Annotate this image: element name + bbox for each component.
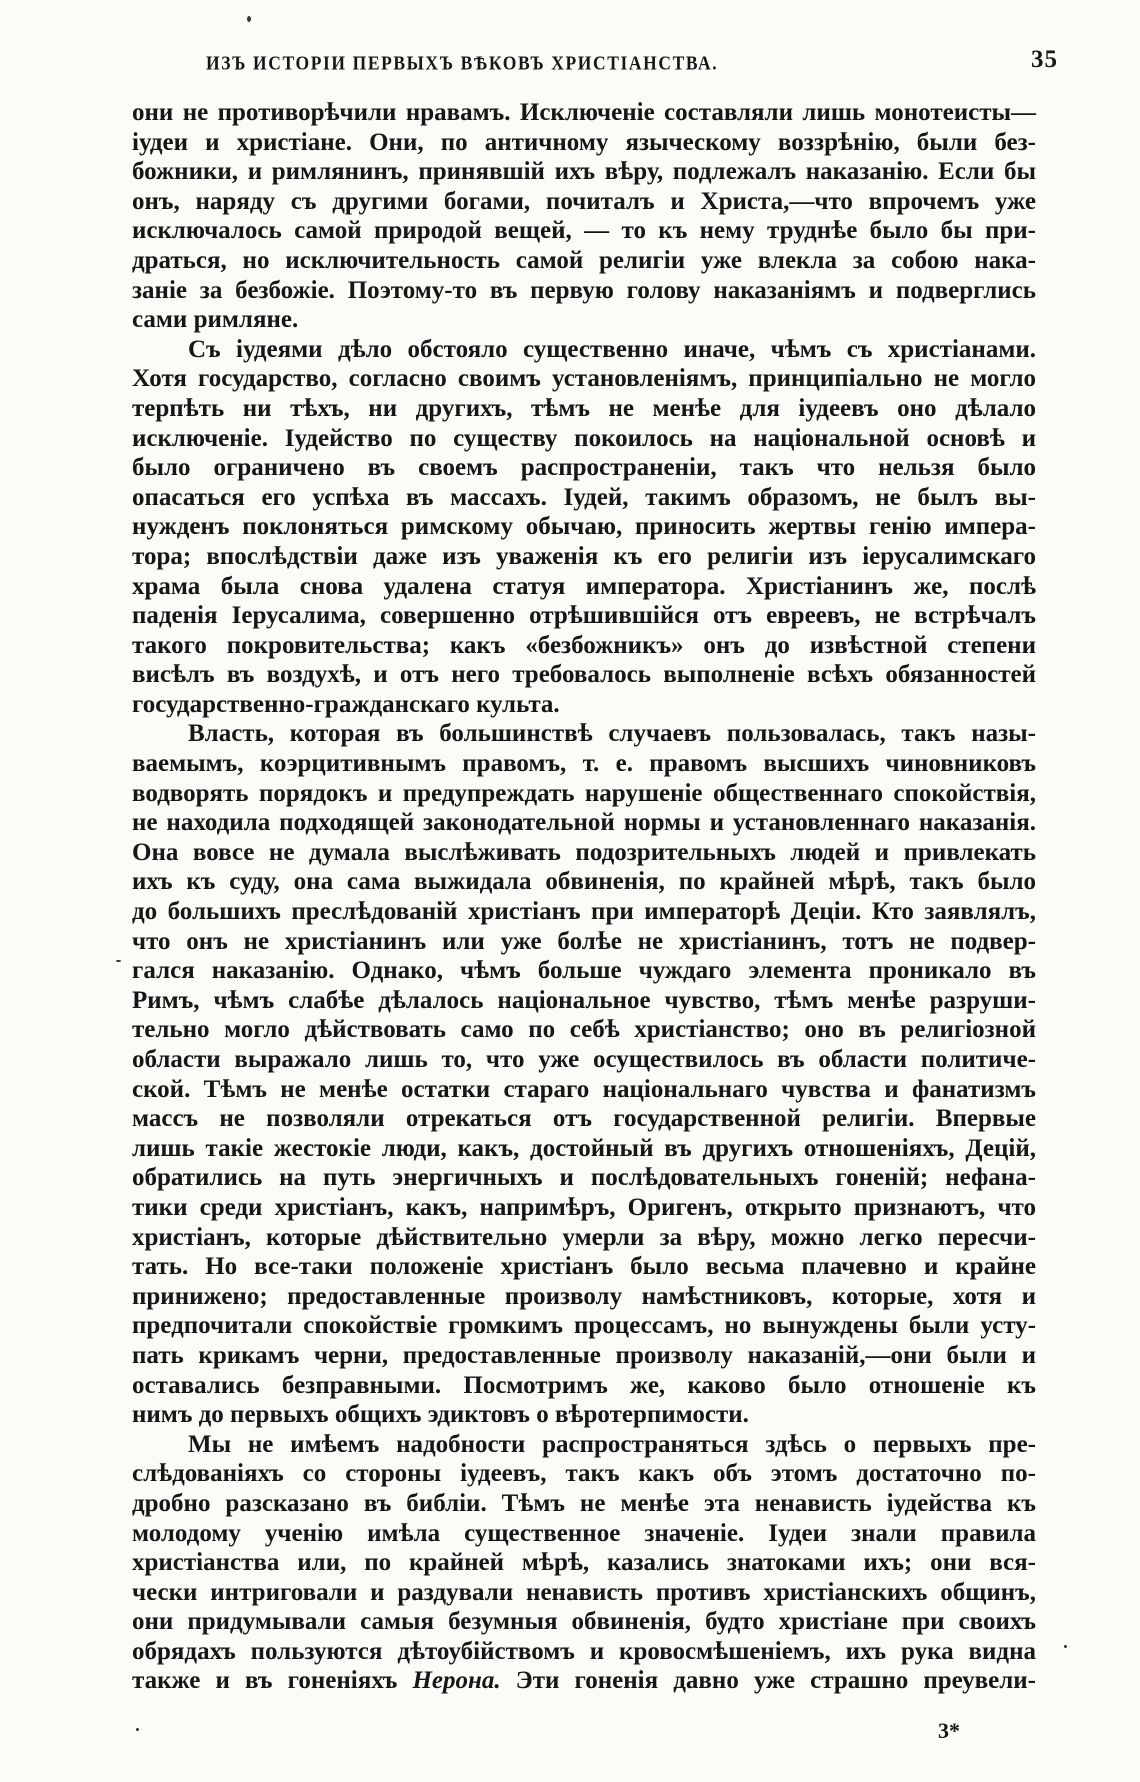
running-title: ИЗЪ ИСТОРІИ ПЕРВЫХЪ ВѢКОВЪ ХРИСТІАНСТВА.	[206, 51, 719, 75]
paragraph-4	[132, 1430, 1036, 1696]
text-line: Мы не имѣемъ надобности распространяться здѣсь о первыхъ пре-	[188, 1430, 1036, 1458]
text-line: они не противорѣчили нравамъ. Исключеніе составляли лишь монотеисты—	[132, 99, 1036, 126]
text-line: ской. Тѣмъ не менѣе остатки стараго національнаго чувства и фанатизмъ	[132, 1075, 1036, 1103]
text-line: терпѣть ни тѣхъ, ни другихъ, тѣмъ не менѣе для іудеевъ оно дѣлало	[132, 394, 1036, 422]
page-number: 35	[1031, 46, 1058, 73]
text-line: Власть, которая въ большинствѣ случаевъ пользовалась, такъ назы-	[188, 720, 1036, 748]
text-line: тать. Но все-таки положеніе христіанъ было весьма плачевно и крайне	[132, 1253, 1036, 1281]
text-line: предпочитали спокойствіе громкимъ процессамъ, но вынуждены были усту-	[132, 1312, 1036, 1340]
text-line: они придумывали самыя безумныя обвиненія, будто христіане при своихъ	[132, 1608, 1036, 1636]
text-line: божники, и римлянинъ, принявшій ихъ вѣру, подлежалъ наказанію. Если бы	[132, 158, 1036, 186]
text-fragment: Эти гоненія давно уже страшно преувели-	[515, 1667, 1036, 1695]
text-line: пать крикамъ черни, предоставленные произволу наказаній,—они были и	[132, 1341, 1036, 1369]
print-speck	[136, 1728, 139, 1731]
paragraph-1	[132, 98, 1036, 335]
text-fragment: также и въ гоненіяхъ	[132, 1667, 413, 1695]
emphasized-name: Нерона.	[412, 1667, 501, 1695]
text-line: тора; впослѣдствіи даже изъ уваженія къ его религіи изъ іерусалимскаго	[132, 542, 1036, 570]
text-line: гался наказанію. Однако, чѣмъ больше чуждаго элемента проникало въ	[132, 957, 1036, 985]
print-speck	[247, 16, 251, 22]
text-line: области выражало лишь то, что уже осуществилось въ области политиче-	[132, 1046, 1036, 1073]
print-speck	[1064, 1645, 1067, 1648]
text-line: обратились на путь энергичныхъ и послѣдовательныхъ гоненій; нефана-	[132, 1164, 1036, 1192]
text-line: нимъ до первыхъ общихъ эдиктовъ о вѣротерпимости.	[132, 1401, 749, 1429]
text-line: храма была снова удалена статуя императора. Христіанинъ же, послѣ	[132, 572, 1036, 600]
running-header	[206, 40, 1058, 74]
text-line: христіанства или, по крайней мѣрѣ, казались знатоками ихъ; они вся-	[132, 1549, 1036, 1577]
text-line: ихъ къ суду, она сама выжидала обвиненія, по крайней мѣрѣ, такъ было	[132, 868, 1036, 896]
text-line: ваемымъ, коэрцитивнымъ правомъ, т. е. правомъ высшихъ чиновниковъ	[132, 750, 1036, 778]
text-line: іудеи и христіане. Они, по античному языческому воззрѣнію, были без-	[132, 128, 1036, 156]
text-line: обрядахъ пользуются дѣтоубійствомъ и кровосмѣшеніемъ, ихъ рука видна	[132, 1637, 1036, 1665]
text-line: дробно разсказано въ библіи. Тѣмъ не менѣе эта ненависть іудейства къ	[132, 1489, 1036, 1517]
text-line: христіанъ, которые дѣйствительно умерли за вѣру, можно легко пересчи-	[132, 1223, 1036, 1251]
text-line: висѣлъ въ воздухѣ, и отъ него требовалось выполненіе всѣхъ обязанностей	[132, 661, 1036, 689]
text-line: было ограничено въ своемъ распространеніи, такъ что нельзя было	[132, 454, 1036, 482]
text-line: драться, но исключительность самой религіи уже влекла за собою нака-	[132, 246, 1036, 274]
text-line: Она вовсе не думала выслѣживать подозрительныхъ людей и привлекать	[132, 838, 1036, 866]
text-line: сами римляне.	[132, 306, 299, 334]
text-line: Хотя государство, согласно своимъ установленіямъ, принципіально не могло	[132, 365, 1036, 393]
text-line: слѣдованіяхъ со стороны іудеевъ, такъ какъ объ этомъ достаточно по-	[132, 1460, 1036, 1488]
text-line: исключеніе. Іудейство по существу покоилось на національной основѣ и	[132, 424, 1036, 452]
paragraph-3	[132, 719, 1036, 1429]
text-line: заніе за безбожіе. Поэтому-то въ первую голову наказаніямъ и подверглись	[132, 276, 1036, 304]
body-text	[132, 98, 1036, 1696]
text-line: не находила подходящей законодательной нормы и установленнаго наказанія.	[132, 809, 1036, 837]
text-line: молодому ученію имѣла существенное значеніе. Іудеи знали правила	[132, 1519, 1036, 1547]
text-line: оставались безправными. Посмотримъ же, каково было отношеніе къ	[132, 1371, 1036, 1399]
text-line: лишь такіе жестокіе люди, какъ, достойный въ другихъ отношеніяхъ, Децій,	[132, 1134, 1036, 1162]
text-line: нужденъ поклоняться римскому обычаю, приносить жертвы генію импера-	[132, 513, 1036, 541]
text-line: опасаться его успѣха въ массахъ. Іудей, такимъ образомъ, не былъ вы-	[132, 483, 1036, 511]
text-line: государственно-гражданскаго культа.	[132, 690, 560, 718]
text-line: водворять порядокъ и предупреждать нарушеніе общественнаго спокойствія,	[132, 779, 1036, 807]
text-line: тельно могло дѣйствовать само по себѣ христіанство; оно въ религіозной	[132, 1016, 1036, 1044]
text-line: массъ не позволяли отрекаться отъ государственной религіи. Впервые	[132, 1105, 1036, 1133]
text-line: Съ іудеями дѣло обстояло существенно иначе, чѣмъ съ христіанами.	[188, 335, 1036, 363]
text-line: исключалось самой природой вещей, — то къ нему труднѣе было бы при-	[132, 217, 1036, 245]
text-line-with-emphasis	[132, 1666, 1036, 1696]
text-line: паденія Іерусалима, совершенно отрѣшившійся отъ евреевъ, не встрѣчалъ	[132, 602, 1036, 630]
signature-mark: 3*	[938, 1718, 960, 1743]
text-line: что онъ не христіанинъ или уже болѣе не христіанинъ, тотъ не подвер-	[132, 927, 1036, 955]
text-line: чески интриговали и раздували ненависть противъ христіанскихъ общинъ,	[132, 1578, 1036, 1606]
text-line: такого покровительства; какъ «безбожникъ» онъ до извѣстной степени	[132, 631, 1036, 659]
text-line: принижено; предоставленные произволу намѣстниковъ, которые, хотя и	[132, 1282, 1036, 1310]
text-line: тики среди христіанъ, какъ, напримѣръ, Оригенъ, открыто признаютъ, что	[132, 1193, 1036, 1221]
paragraph-2	[132, 335, 1036, 720]
print-speck	[116, 960, 121, 962]
text-line: до большихъ преслѣдованій христіанъ при императорѣ Деціи. Кто заявлялъ,	[132, 898, 1036, 926]
text-line: Римъ, чѣмъ слабѣе дѣлалось національное чувство, тѣмъ менѣе разруши-	[132, 986, 1036, 1014]
text-line: онъ, наряду съ другими богами, почиталъ и Христа,—что впрочемъ уже	[132, 187, 1036, 215]
